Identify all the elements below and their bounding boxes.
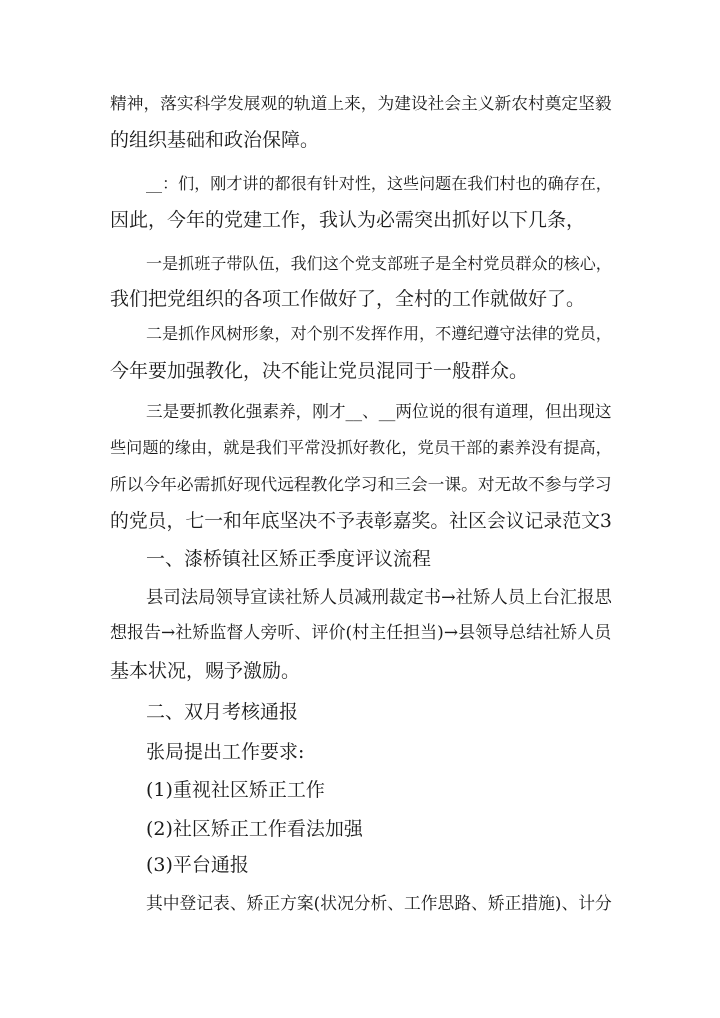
paragraph-line-12: 的党员，七一和年底坚决不予表彰嘉奖。社区会议记录范文3 [110,511,612,532]
list-item-2: (2)社区矫正工作看法加强 [146,818,363,840]
paragraph-line-9: 三是要抓教化强素养，刚才__、__两位说的很有道理，但出现这 [146,402,612,421]
paragraph-line-2: 的组织基础和政治保障。 [110,129,320,151]
section-heading-2: 二、双月考核通报 [146,701,299,723]
paragraph-line-6: 我们把党组织的各项工作做好了，全村的工作就做好了。 [110,288,586,310]
paragraph-line-13: 县司法局领导宣读社矫人员减刑裁定书→社矫人员上台汇报思 [146,588,612,608]
list-item-3: (3)平台通报 [146,854,249,876]
paragraph-line-16: 张局提出工作要求: [146,741,305,763]
paragraph-line-1: 精神，落实科学发展观的轨道上来，为建设社会主义新农村奠定坚毅 [110,93,612,113]
list-item-1: (1)重视社区矫正工作 [146,779,325,801]
paragraph-line-3: __：们，刚才讲的都很有针对性，这些问题在我们村也的确存在， [146,174,612,193]
paragraph-line-14: 想报告→社矫监督人旁听、评价(村主任担当)→县领导总结社矫人员 [110,623,612,643]
paragraph-line-8: 今年要加强教化，决不能让党员混同于一般群众。 [110,360,529,382]
paragraph-line-4: 因此，今年的党建工作，我认为必需突出抓好以下几条， [110,209,586,231]
paragraph-line-10: 些问题的缘由，就是我们平常没抓好教化，党员干部的素养没有提高， [110,438,612,457]
paragraph-line-17: 其中登记表、矫正方案(状况分析、工作思路、矫正措施)、计分 [146,893,612,913]
paragraph-line-7: 二是抓作风树形象，对个别不发挥作用，不遵纪遵守法律的党员， [146,324,612,343]
paragraph-line-5: 一是抓班子带队伍，我们这个党支部班子是全村党员群众的核心， [146,254,612,273]
paragraph-line-15: 基本状况，赐予激励。 [110,660,301,682]
section-heading-1: 一、漆桥镇社区矫正季度评议流程 [146,548,432,570]
paragraph-line-11: 所以今年必需抓好现代远程教化学习和三会一课。对无故不参与学习 [110,474,612,494]
